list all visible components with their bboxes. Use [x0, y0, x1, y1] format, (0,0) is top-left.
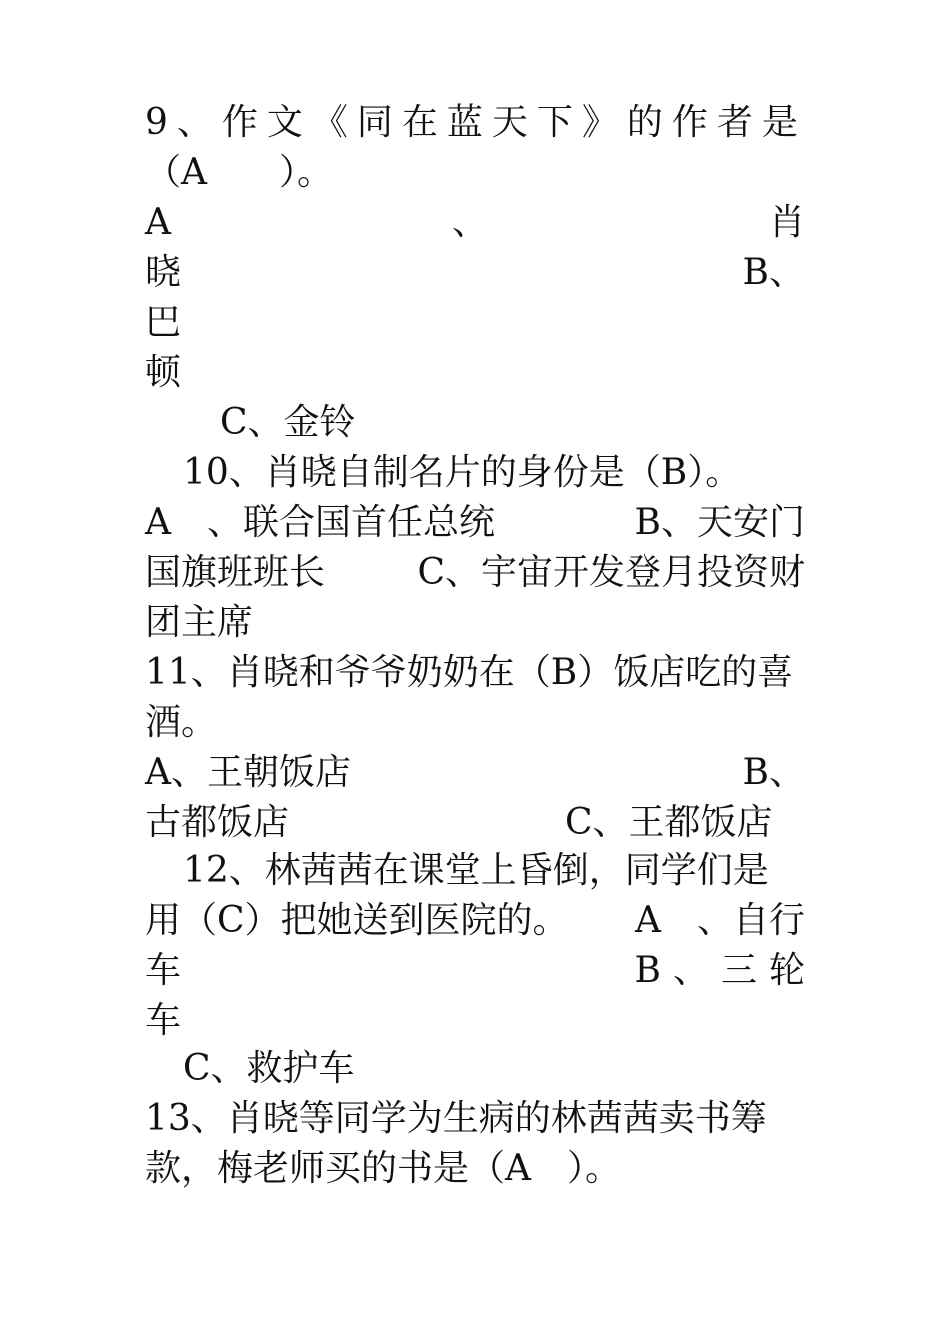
question-12-option-c: C、救护车 [183, 1048, 355, 1089]
question-9-option-c [220, 398, 805, 448]
question-10-option-b-1: B、天安门 [634, 502, 805, 543]
question-11-options-line-1 [145, 748, 805, 798]
question-9-option-b-text-line-1 [145, 298, 805, 348]
question-12-option-b: B、三轮 [634, 950, 817, 991]
question-9-stem-text: 9、作文《同在蓝天下》的作者是 [145, 102, 807, 143]
option-a-separator: 、 [451, 202, 488, 243]
question-11-option-a: A、王朝饭店 [145, 752, 351, 793]
question-9-answer [145, 148, 805, 198]
question-10-options-line-2 [145, 548, 805, 598]
question-10-option-c-1: C、宇宙开发登月投资财 [417, 552, 805, 593]
question-9-option-b [145, 248, 805, 298]
question-9-stem [145, 98, 805, 148]
question-9-option-b-text-line-2 [145, 348, 805, 398]
question-13-stem-text-1: 13、肖晓等同学为生病的林茜茜卖书筹 [145, 1098, 767, 1139]
question-10-options-line-3 [145, 598, 805, 648]
question-10-option-c-2: 团主席 [145, 602, 254, 643]
question-12-stem-line-1 [183, 846, 805, 896]
question-10-options-line-1 [145, 498, 805, 548]
question-10-option-a: A 、联合国首任总统 [145, 502, 495, 543]
question-12-options-line-2 [145, 996, 805, 1046]
question-11-options-line-2 [145, 798, 805, 848]
question-12-options-line-1 [145, 946, 817, 996]
question-9-option-a [145, 198, 805, 248]
option-a-text-2: 晓 [145, 252, 182, 293]
question-13-stem-line-1 [145, 1094, 805, 1144]
question-13-stem-text-2: 款，梅老师买的书是（A ）。 [145, 1148, 621, 1189]
question-12-stem-text-2: 用（C）把她送到医院的。 [145, 900, 569, 941]
option-a-letter: A [145, 202, 171, 243]
question-11-stem-text-1: 11、肖晓和爷爷奶奶在（B）饭店吃的喜 [145, 652, 794, 693]
option-b-label: B、 [742, 252, 805, 293]
question-9-answer-text: （A ）。 [145, 152, 333, 193]
question-12-option-c-line [183, 1044, 805, 1094]
option-a-text-1: 肖 [768, 202, 805, 243]
question-11-stem-line-2 [145, 698, 805, 748]
question-12-option-a-text: 车 [145, 950, 182, 991]
option-b-text-2: 顿 [145, 352, 182, 393]
question-13-stem-line-2 [145, 1144, 805, 1194]
question-10-stem-text: 10、肖晓自制名片的身份是（B）。 [183, 452, 742, 493]
question-12-option-b-text: 车 [145, 1000, 182, 1041]
question-10-stem [183, 448, 805, 498]
question-10-option-b-2: 国旗班班长 [145, 552, 326, 593]
question-11-stem-text-2: 酒。 [145, 702, 218, 743]
question-11-stem-line-1 [145, 648, 805, 698]
option-c-text: C、金铃 [220, 402, 356, 443]
question-12-stem-line-2 [145, 896, 805, 946]
question-11-option-c: C、王都饭店 [565, 802, 773, 843]
option-b-text-1: 巴 [145, 302, 182, 343]
question-12-stem-text-1: 12、林茜茜在课堂上昏倒，同学们是 [183, 850, 769, 891]
question-11-option-b-text: 古都饭店 [145, 802, 290, 843]
question-11-option-b-label: B、 [742, 752, 805, 793]
question-12-option-a-label: A 、自行 [635, 900, 805, 941]
